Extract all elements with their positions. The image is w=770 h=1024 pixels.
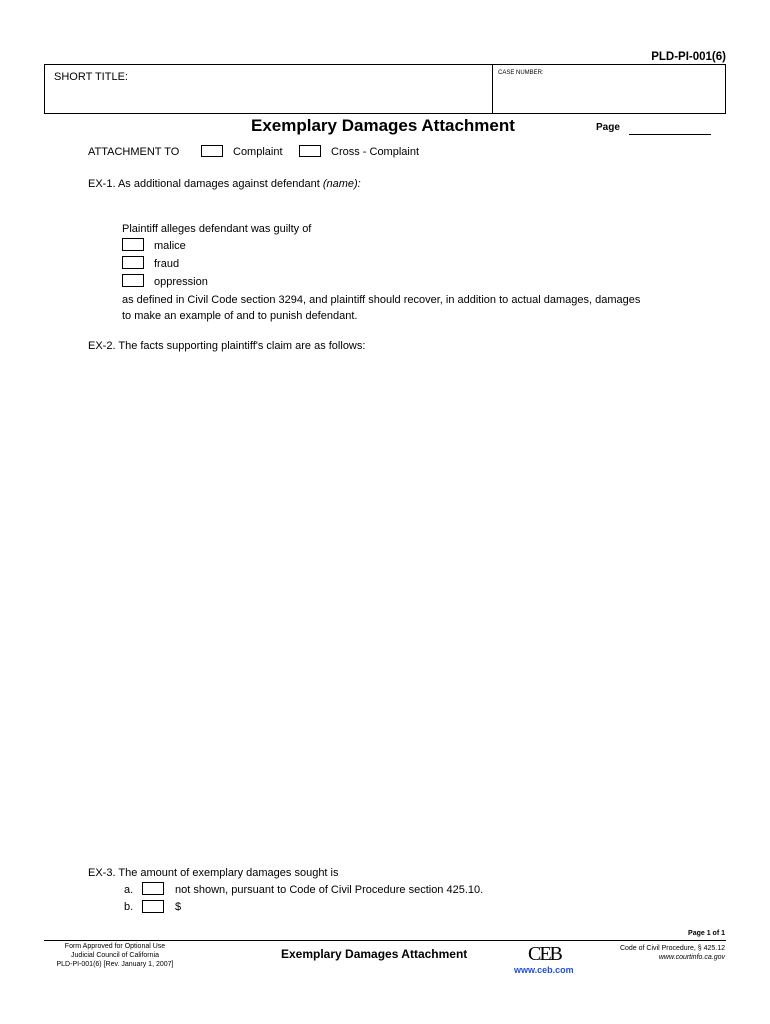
short-title-label: SHORT TITLE: <box>54 71 128 83</box>
oppression-checkbox[interactable] <box>122 274 144 287</box>
footer-left <box>40 942 190 969</box>
malice-label: malice <box>154 240 186 252</box>
fraud-checkbox[interactable] <box>122 256 144 269</box>
page-number-field[interactable] <box>629 134 711 135</box>
ex3-b-label: b. <box>124 901 134 913</box>
footer-rule <box>44 940 726 941</box>
malice-checkbox[interactable] <box>122 238 144 251</box>
ex2-facts-area[interactable] <box>88 360 726 860</box>
page-title: Exemplary Damages Attachment <box>251 116 515 135</box>
footer-title: Exemplary Damages Attachment <box>281 947 468 961</box>
footer-right <box>525 944 725 962</box>
ex3-b-text: $ <box>175 901 182 913</box>
complaint-label: Complaint <box>233 146 283 158</box>
case-number-label: CASE NUMBER: <box>498 70 544 76</box>
attachment-label: ATTACHMENT TO <box>88 146 180 158</box>
ex3-a-text: not shown, pursuant to Code of Civil Procedure section 425.10. <box>175 884 484 896</box>
footer-left-line2: Judicial Council of California <box>71 952 159 959</box>
footer-left-line3: PLD-PI-001(6) [Rev. January 1, 2007] <box>56 961 174 968</box>
courtinfo-url[interactable]: www.courtinfo.ca.gov <box>658 954 725 961</box>
not-shown-checkbox[interactable] <box>142 882 164 895</box>
ex3-a-label: a. <box>124 884 134 896</box>
ex3-text: EX-3. The amount of exemplary damages sought is <box>88 867 339 879</box>
cross-complaint-checkbox[interactable] <box>299 145 321 157</box>
ex1-text <box>88 178 361 190</box>
ex2-text: EX-2. The facts supporting plaintiff's claim are as follows: <box>88 340 366 352</box>
amount-checkbox[interactable] <box>142 900 164 913</box>
cross-complaint-label: Cross - Complaint <box>331 146 420 158</box>
ex1-prefix: EX-1. As additional damages against defendant <box>88 178 320 190</box>
header-box <box>44 64 726 114</box>
ex1-alleges: Plaintiff alleges defendant was guilty of <box>122 223 312 235</box>
ex1-defined-line2: to make an example of and to punish defendant. <box>122 310 358 322</box>
header-divider <box>492 65 493 113</box>
ex1-defined-line1: as defined in Civil Code section 3294, and plaintiff should recover, in addition to actual damages, damages <box>122 294 641 306</box>
page-label: Page <box>596 122 620 133</box>
page-of: Page 1 of 1 <box>688 930 725 937</box>
oppression-label: oppression <box>154 276 208 288</box>
complaint-checkbox[interactable] <box>201 145 223 157</box>
fraud-label: fraud <box>154 258 180 270</box>
ceb-url-link[interactable]: www.ceb.com <box>514 965 574 975</box>
form-id: PLD-PI-001(6) <box>651 51 726 63</box>
footer-left-line1: Form Approved for Optional Use <box>64 943 166 950</box>
ceb-logo: CEB <box>528 943 561 965</box>
ex1-name-hint: (name): <box>322 178 361 190</box>
footer-right-line1: Code of Civil Procedure, § 425.12 <box>619 945 725 952</box>
